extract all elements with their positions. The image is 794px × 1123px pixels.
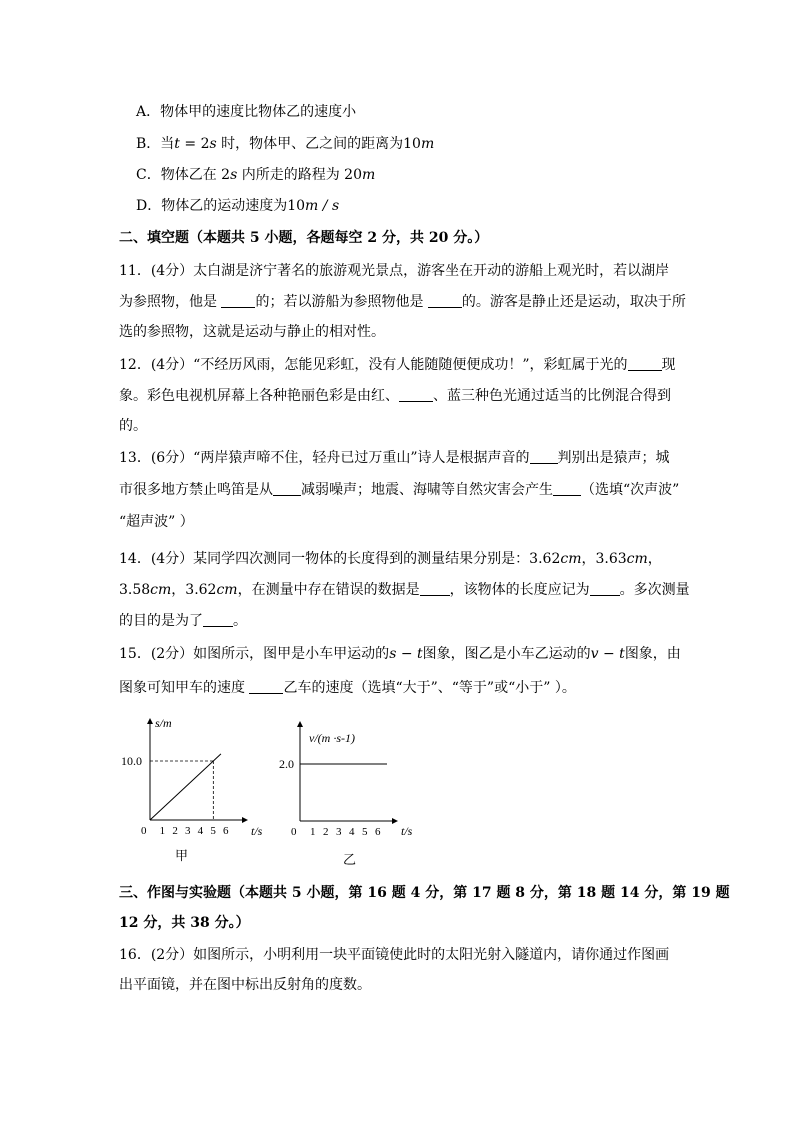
- option-a: A．物体甲的速度比物体乙的速度小: [136, 104, 357, 120]
- q15-line-2: 图象可知甲车的速度 乙车的速度（选填“大于”、“等于”或“小于” ）。: [119, 680, 576, 696]
- q13-blank-3[interactable]: [553, 481, 581, 496]
- q12-line-3: 的。: [119, 418, 147, 434]
- q13-blank-1[interactable]: [530, 449, 558, 464]
- q14-line-2: 3.58cm，3.62cm，在测量中存在错误的数据是 ，该物体的长度应记为 。多次测量: [119, 582, 690, 598]
- q13-line-3: “超声波” ）: [119, 514, 194, 530]
- q12-blank-1[interactable]: [628, 356, 662, 371]
- graph-yi: [275, 718, 435, 878]
- jia-xtick-2: 2: [172, 825, 178, 837]
- q16-line-1: 16．(2分）如图所示，小明利用一块平面镜使此时的太阳光射入隧道内，请你通过作图画: [119, 947, 670, 963]
- yi-xtick-4: 4: [349, 826, 355, 838]
- jia-ylabel: s/m: [155, 716, 172, 730]
- option-c: C．物体乙在 2s 内所走的路程为 20m: [136, 167, 376, 183]
- yi-xtick-5: 5: [362, 826, 368, 838]
- q14-blank-3[interactable]: [203, 612, 233, 627]
- q14-line-3: 的目的是为了 。: [119, 613, 247, 629]
- q11-line-1: 11．(4分）太白湖是济宁著名的旅游观光景点，游客坐在开动的游船上观光时，若以湖岸: [119, 263, 670, 279]
- yi-xtick-2: 2: [323, 826, 329, 838]
- yi-xtick-0: 0: [291, 826, 297, 838]
- jia-xtick-4: 4: [197, 825, 204, 837]
- q14-line-1: 14．(4分）某同学四次测同一物体的长度得到的测量结果分别是：3.62cm，3.63cm，: [119, 551, 662, 567]
- q14-blank-2[interactable]: [590, 581, 620, 596]
- q11-line-3: 选的参照物，这就是运动与静止的相对性。: [119, 324, 385, 340]
- option-d: D．物体乙的运动速度为10m / s: [136, 198, 340, 214]
- q13-line-2: 市很多地方禁止鸣笛是从 减弱噪声；地震、海啸等自然灾害会产生 （选填“次声波”: [119, 482, 680, 498]
- jia-series-line: [150, 754, 221, 820]
- q12-blank-2[interactable]: [399, 387, 433, 402]
- section-3-title-line-1: 三、作图与实验题（本题共 5 小题，第 16 题 4 分，第 17 题 8 分，第 18 题 14 分，第 19 题: [119, 885, 730, 901]
- yi-xlabel: t/s: [401, 824, 413, 838]
- jia-xtick-6: 6: [223, 825, 229, 837]
- option-b: B．当t = 2s 时，物体甲、乙之间的距离为10m: [136, 136, 435, 152]
- jia-title: 甲: [175, 848, 189, 863]
- jia-xtick-5: 5: [210, 825, 216, 837]
- q11-blank-1[interactable]: [221, 293, 255, 308]
- q11-line-2: 为参照物，他是 的；若以游船为参照物他是 的。游客是静止还是运动，取决于所: [119, 294, 686, 310]
- q11-blank-2[interactable]: [428, 293, 462, 308]
- yi-ylabel: v/(m ·s-1): [309, 731, 355, 745]
- yi-ytick-2: 2.0: [279, 757, 294, 771]
- section-2-title: 二、填空题（本题共 5 小题，各题每空 2 分，共 20 分。）: [119, 230, 489, 246]
- q12-line-1: 12．(4分）“不经历风雨，怎能见彩虹，没有人能随随便便成功！”，彩虹属于光的 现: [119, 357, 676, 373]
- jia-xtick-3: 3: [185, 825, 191, 837]
- section-3-title-line-2: 12 分，共 38 分。）: [119, 915, 250, 931]
- jia-ytick-10: 10.0: [121, 754, 142, 768]
- yi-xtick-6: 6: [375, 826, 381, 838]
- q12-line-2: 象。彩色电视机屏幕上各种艳丽色彩是由红、 、蓝三种色光通过适当的比例混合得到: [119, 388, 671, 404]
- q14-blank-1[interactable]: [420, 581, 450, 596]
- q15-blank-1[interactable]: [249, 679, 283, 694]
- q13-line-1: 13．(6分）“两岸猿声啼不住，轻舟已过万重山”诗人是根据声音的 判别出是猿声；城: [119, 450, 670, 466]
- graph-jia: [115, 712, 275, 872]
- yi-xtick-1: 1: [310, 826, 316, 838]
- jia-xtick-1: 1: [159, 825, 166, 837]
- jia-xtick-0: 0: [141, 825, 147, 837]
- q13-blank-2[interactable]: [273, 481, 301, 496]
- yi-xtick-3: 3: [336, 826, 342, 838]
- q15-line-1: 15．(2分）如图所示，图甲是小车甲运动的s − t图象，图乙是小车乙运动的v − t图象，由: [119, 646, 681, 662]
- jia-xlabel: t/s: [251, 824, 263, 838]
- q16-line-2: 出平面镜，并在图中标出反射角的度数。: [119, 977, 371, 993]
- yi-title: 乙: [343, 852, 357, 867]
